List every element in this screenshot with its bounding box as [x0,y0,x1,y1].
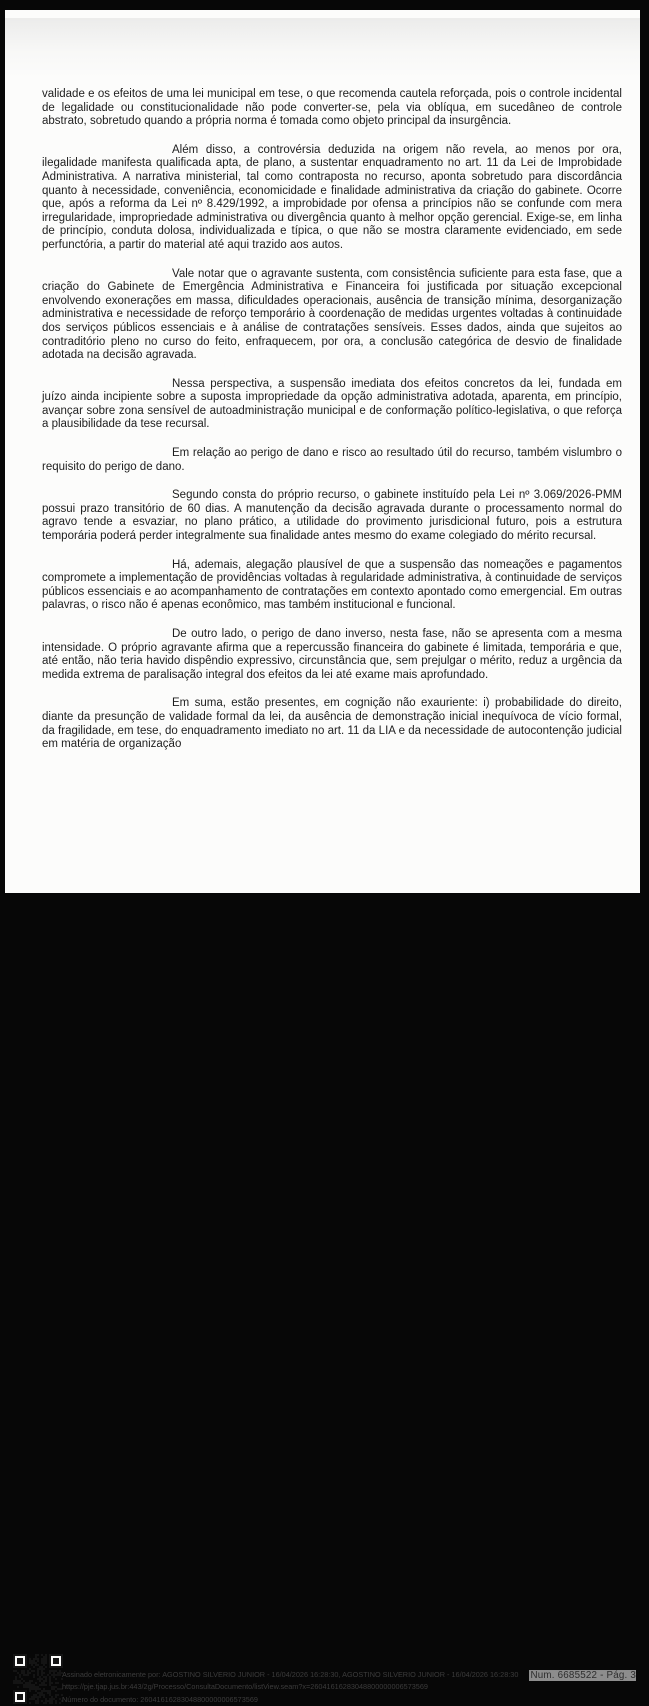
body-paragraph: Vale notar que o agravante sustenta, com consistência suficiente para esta fase, que a criação do Gabinete de Emergência Administrativa e Financeira foi justificada por situação excepcional envolvendo exonerações em massa, dificuldades operacionais, ausência de transição mínima, desorganização administrativa e necessidade de reforço temporário à coordenação de medidas urgentes voltadas à continuidade dos serviços públicos essenciais e à análise de contratações sensíveis. Esses dados, ainda que sujeitos ao contraditório pleno no curso do feito, enfraquecem, por ora, a conclusão categórica de desvio de finalidade adotada na decisão agravada. [42,267,622,362]
body-paragraph: Segundo consta do próprio recurso, o gabinete instituído pela Lei nº 3.069/2026-PMM possui prazo transitório de 60 dias. A manutenção da decisão agravada durante o processamento normal do agravo tende a esvaziar, no plano prático, a utilidade do provimento jurisdicional futuro, pois a estrutura temporária poderá perder integralmente sua finalidade antes mesmo do exame colegiado do mérito recursal. [42,489,622,543]
document-url: https://pje.tjap.jus.br:443/2g/Processo/ConsultaDocumento/listView.seam?x=26041616283048800000006573569 [62,1682,428,1692]
document-number: Número do documento: 26041616283048800000006573569 [62,1694,258,1704]
signature-line: Assinado eletronicamente por: AGOSTINO SILVERIO JUNIOR - 16/04/2026 16:28:30, AGOSTINO SILVERIO JUNIOR - 16/04/2026 16:28:30 [62,1670,519,1679]
qr-code-icon [13,1654,63,1704]
document-page [5,10,640,1704]
body-paragraph: Em suma, estão presentes, em cognição não exauriente: i) probabilidade do direito, diante da presunção de validade formal da lei, da ausência de demonstração inicial inequívoca de vício formal, da fragilidade, em tese, do enquadramento imediato no art. 11 da LIA e da necessidade de autocontenção judicial em matéria de organização [42,697,622,751]
body-paragraph: Há, ademais, alegação plausível de que a suspensão das nomeações e pagamentos compromete a implementação de providências voltadas à regularidade administrativa, à continuidade de serviços públicos essenciais e ao acompanhamento de contratações em contexto apontado como emergencial. Em outras palavras, o risco não é apenas econômico, mas também institucional e funcional. [42,558,622,612]
body-paragraph: Nessa perspectiva, a suspensão imediata dos efeitos concretos da lei, fundada em juízo ainda incipiente sobre a suposta impropriedade da opção administrativa adotada, aparenta, em princípio, avançar sobre zona sensível de autoadministração municipal e de conformação político-legislativa, o que reforça a plausibilidade da tese recursal. [42,377,622,431]
body-paragraph: De outro lado, o perigo de dano inverso, nesta fase, não se apresenta com a mesma intensidade. O próprio agravante afirma que a repercussão financeira do gabinete é limitada, temporária e que, até então, não teria havido dispêndio expressivo, circunstância que, sem prejulgar o mérito, reduz a urgência da medida extrema de paralisação integral dos efeitos da lei até exame mais aprofundado. [42,628,622,681]
body-paragraph: Em relação ao perigo de dano e risco ao resultado útil do recurso, também vislumbro o requisito do perigo de dano. [42,447,622,473]
page-number-stamp: Num. 6685522 - Pág. 3 [530,1670,636,1681]
document-body [42,88,622,767]
body-paragraph: Além disso, a controvérsia deduzida na origem não revela, ao menos por ora, ilegalidade manifesta qualificada apta, de plano, a sustentar enquadramento no art. 11 da Lei de Improbidade Administrativa. A narrativa ministerial, tal como contraposta no recurso, aponta sobretudo para discordância quanto à necessidade, conveniência, economicidade e finalidade administrativa da criação do gabinete. Ocorre que, após a reforma da Lei nº 8.429/1992, a improbidade por ofensa a princípios não se confunde com mera irregularidade, impropriedade administrativa ou divergência quanto à melhor opção gerencial. Exige-se, em linha de princípio, conduta dolosa, individualizada e típica, o que não se mostra claramente evidenciado, em sede perfunctória, a partir do material até aqui trazido aos autos. [42,143,622,251]
signature-footer [5,827,640,1704]
body-paragraph: validade e os efeitos de uma lei municipal em tese, o que recomenda cautela reforçada, pois o controle incidental de legalidade ou constitucionalidade não pode converter-se, pela via oblíqua, em sucedâneo de controle abstrato, sobretudo quando a própria norma é tomada como objeto principal da insurgência. [42,88,622,128]
signature-block [62,1669,532,1706]
